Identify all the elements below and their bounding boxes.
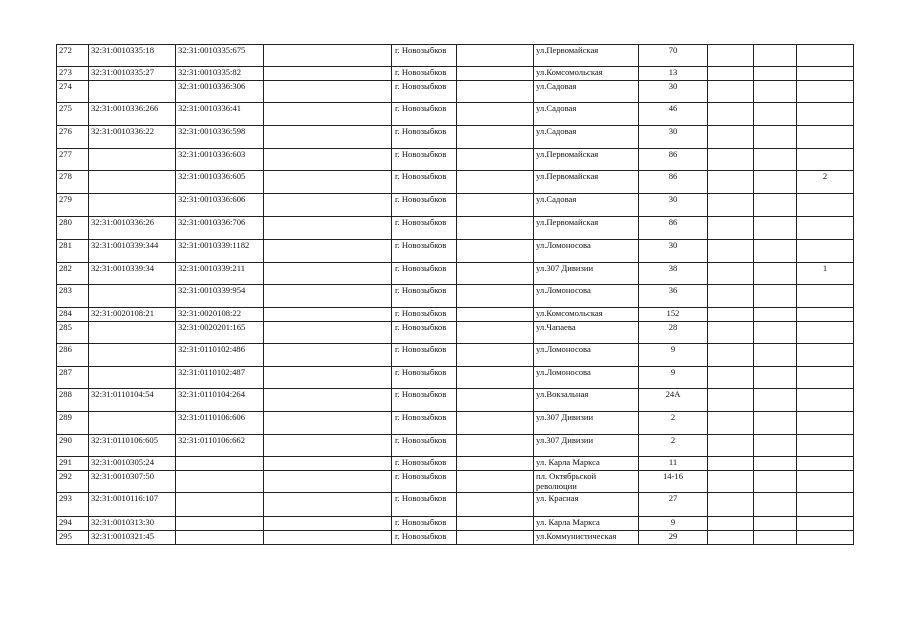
empty-cell — [754, 367, 797, 389]
empty-cell — [754, 493, 797, 517]
empty-cell — [457, 493, 534, 517]
empty-cell — [708, 435, 754, 457]
row-number-cell: 280 — [57, 217, 89, 240]
count-cell — [797, 285, 854, 308]
empty-cell — [457, 367, 534, 389]
row-number-cell: 284 — [57, 308, 89, 322]
city-cell: г. Новозыбков — [392, 435, 457, 457]
cadastral-number-cell: 32:31:0010336:22 — [89, 126, 176, 149]
table-row — [57, 81, 854, 103]
street-cell: ул.Коммунистическая — [534, 531, 639, 545]
empty-cell — [708, 240, 754, 263]
empty-cell — [708, 412, 754, 435]
empty-cell — [708, 471, 754, 493]
row-number-cell: 273 — [57, 67, 89, 81]
house-number-cell: 11 — [639, 457, 708, 471]
row-number-cell: 279 — [57, 194, 89, 217]
empty-cell — [264, 493, 392, 517]
empty-cell — [754, 126, 797, 149]
count-cell — [797, 517, 854, 531]
cadastral-number-cell: 32:31:0010336:266 — [89, 103, 176, 126]
empty-cell — [264, 367, 392, 389]
object-cadastral-cell: 32:31:0010336:41 — [176, 103, 264, 126]
cadastral-number-cell — [89, 412, 176, 435]
street-cell: ул.Комсомольская — [534, 67, 639, 81]
city-cell: г. Новозыбков — [392, 389, 457, 412]
street-cell: ул.307 Дивизии — [534, 435, 639, 457]
count-cell — [797, 103, 854, 126]
cadastral-number-cell: 32:31:0020108:21 — [89, 308, 176, 322]
count-cell — [797, 471, 854, 493]
count-cell — [797, 240, 854, 263]
count-cell: 1 — [797, 263, 854, 285]
object-cadastral-cell: 32:31:0010336:606 — [176, 194, 264, 217]
house-number-cell: 70 — [639, 45, 708, 67]
empty-cell — [264, 344, 392, 367]
object-cadastral-cell: 32:31:0020108:22 — [176, 308, 264, 322]
empty-cell — [457, 389, 534, 412]
house-number-cell: 38 — [639, 263, 708, 285]
object-cadastral-cell: 32:31:0010335:82 — [176, 67, 264, 81]
cadastral-number-cell: 32:31:0010339:34 — [89, 263, 176, 285]
row-number-cell: 285 — [57, 322, 89, 344]
count-cell — [797, 126, 854, 149]
cadastral-number-cell — [89, 81, 176, 103]
table-row — [57, 263, 854, 285]
city-cell: г. Новозыбков — [392, 126, 457, 149]
empty-cell — [264, 389, 392, 412]
empty-cell — [708, 493, 754, 517]
object-cadastral-cell — [176, 531, 264, 545]
object-cadastral-cell: 32:31:0010339:1182 — [176, 240, 264, 263]
row-number-cell: 288 — [57, 389, 89, 412]
row-number-cell: 281 — [57, 240, 89, 263]
empty-cell — [754, 344, 797, 367]
cadastral-number-cell: 32:31:0010307:50 — [89, 471, 176, 493]
city-cell: г. Новозыбков — [392, 471, 457, 493]
object-cadastral-cell: 32:31:0010339:954 — [176, 285, 264, 308]
empty-cell — [264, 322, 392, 344]
city-cell: г. Новозыбков — [392, 103, 457, 126]
city-cell: г. Новозыбков — [392, 367, 457, 389]
street-cell: ул.307 Дивизии — [534, 263, 639, 285]
row-number-cell: 282 — [57, 263, 89, 285]
house-number-cell: 30 — [639, 194, 708, 217]
empty-cell — [264, 435, 392, 457]
empty-cell — [708, 81, 754, 103]
empty-cell — [264, 240, 392, 263]
object-cadastral-cell: 32:31:0110104:264 — [176, 389, 264, 412]
object-cadastral-cell: 32:31:0110106:606 — [176, 412, 264, 435]
count-cell — [797, 412, 854, 435]
empty-cell — [754, 217, 797, 240]
object-cadastral-cell: 32:31:0010336:306 — [176, 81, 264, 103]
count-cell — [797, 531, 854, 545]
empty-cell — [264, 149, 392, 171]
city-cell: г. Новозыбков — [392, 412, 457, 435]
empty-cell — [754, 240, 797, 263]
empty-cell — [708, 217, 754, 240]
house-number-cell: 9 — [639, 367, 708, 389]
city-cell: г. Новозыбков — [392, 322, 457, 344]
empty-cell — [708, 45, 754, 67]
city-cell: г. Новозыбков — [392, 344, 457, 367]
house-number-cell: 2 — [639, 412, 708, 435]
city-cell: г. Новозыбков — [392, 194, 457, 217]
empty-cell — [457, 263, 534, 285]
empty-cell — [457, 240, 534, 263]
table-row — [57, 471, 854, 493]
street-cell: ул. Карла Маркса — [534, 517, 639, 531]
empty-cell — [754, 457, 797, 471]
empty-cell — [708, 126, 754, 149]
empty-cell — [457, 217, 534, 240]
house-number-cell: 30 — [639, 81, 708, 103]
count-cell — [797, 308, 854, 322]
object-cadastral-cell: 32:31:0020201:165 — [176, 322, 264, 344]
house-number-cell: 30 — [639, 126, 708, 149]
empty-cell — [457, 412, 534, 435]
empty-cell — [457, 67, 534, 81]
empty-cell — [457, 285, 534, 308]
table-row — [57, 171, 854, 194]
empty-cell — [264, 81, 392, 103]
cadastral-number-cell: 32:31:0010335:18 — [89, 45, 176, 67]
count-cell — [797, 322, 854, 344]
empty-cell — [708, 103, 754, 126]
street-cell: ул.Первомайская — [534, 45, 639, 67]
count-cell — [797, 389, 854, 412]
house-number-cell: 86 — [639, 171, 708, 194]
cadastral-number-cell: 32:31:0010116:107 — [89, 493, 176, 517]
street-cell: ул.Первомайская — [534, 171, 639, 194]
city-cell: г. Новозыбков — [392, 263, 457, 285]
city-cell: г. Новозыбков — [392, 457, 457, 471]
empty-cell — [457, 126, 534, 149]
count-cell — [797, 45, 854, 67]
empty-cell — [264, 412, 392, 435]
row-number-cell: 283 — [57, 285, 89, 308]
house-number-cell: 152 — [639, 308, 708, 322]
object-cadastral-cell: 32:31:0010335:675 — [176, 45, 264, 67]
street-cell: ул.Первомайская — [534, 149, 639, 171]
street-cell: ул.Чапаева — [534, 322, 639, 344]
street-cell: ул. Карла Маркса — [534, 457, 639, 471]
row-number-cell: 276 — [57, 126, 89, 149]
empty-cell — [457, 517, 534, 531]
count-cell — [797, 457, 854, 471]
object-cadastral-cell — [176, 493, 264, 517]
street-cell: ул.Вокзальная — [534, 389, 639, 412]
count-cell — [797, 149, 854, 171]
table-row — [57, 412, 854, 435]
empty-cell — [264, 531, 392, 545]
empty-cell — [708, 263, 754, 285]
house-number-cell: 86 — [639, 149, 708, 171]
empty-cell — [457, 81, 534, 103]
count-cell — [797, 493, 854, 517]
city-cell: г. Новозыбков — [392, 517, 457, 531]
object-cadastral-cell: 32:31:0010336:603 — [176, 149, 264, 171]
street-cell: ул.Первомайская — [534, 217, 639, 240]
empty-cell — [264, 67, 392, 81]
house-number-cell: 36 — [639, 285, 708, 308]
table-row — [57, 67, 854, 81]
house-number-cell: 29 — [639, 531, 708, 545]
table-row — [57, 435, 854, 457]
house-number-cell: 46 — [639, 103, 708, 126]
table-row — [57, 367, 854, 389]
empty-cell — [754, 263, 797, 285]
count-cell — [797, 367, 854, 389]
empty-cell — [708, 457, 754, 471]
house-number-cell: 2 — [639, 435, 708, 457]
empty-cell — [457, 308, 534, 322]
table-row — [57, 45, 854, 67]
count-cell: 2 — [797, 171, 854, 194]
city-cell: г. Новозыбков — [392, 81, 457, 103]
cadastral-number-cell — [89, 285, 176, 308]
row-number-cell: 295 — [57, 531, 89, 545]
city-cell: г. Новозыбков — [392, 67, 457, 81]
street-cell: ул.Ломоносова — [534, 344, 639, 367]
registry-table — [56, 44, 854, 545]
empty-cell — [457, 457, 534, 471]
row-number-cell: 278 — [57, 171, 89, 194]
city-cell: г. Новозыбков — [392, 493, 457, 517]
empty-cell — [754, 171, 797, 194]
cadastral-number-cell: 32:31:0010305:24 — [89, 457, 176, 471]
row-number-cell: 277 — [57, 149, 89, 171]
empty-cell — [264, 285, 392, 308]
cadastral-number-cell — [89, 367, 176, 389]
empty-cell — [708, 171, 754, 194]
empty-cell — [754, 389, 797, 412]
count-cell — [797, 81, 854, 103]
empty-cell — [708, 285, 754, 308]
row-number-cell: 290 — [57, 435, 89, 457]
row-number-cell: 291 — [57, 457, 89, 471]
empty-cell — [264, 217, 392, 240]
empty-cell — [754, 67, 797, 81]
house-number-cell: 24А — [639, 389, 708, 412]
street-cell: ул.Комсомольская — [534, 308, 639, 322]
row-number-cell: 289 — [57, 412, 89, 435]
empty-cell — [457, 531, 534, 545]
row-number-cell: 274 — [57, 81, 89, 103]
table-row — [57, 322, 854, 344]
row-number-cell: 294 — [57, 517, 89, 531]
empty-cell — [264, 308, 392, 322]
cadastral-number-cell — [89, 322, 176, 344]
empty-cell — [457, 435, 534, 457]
object-cadastral-cell — [176, 517, 264, 531]
cadastral-number-cell: 32:31:0010335:27 — [89, 67, 176, 81]
street-cell: ул.Садовая — [534, 81, 639, 103]
table-row — [57, 493, 854, 517]
registry-table-body — [57, 45, 854, 545]
empty-cell — [264, 471, 392, 493]
cadastral-number-cell: 32:31:0010339:344 — [89, 240, 176, 263]
city-cell: г. Новозыбков — [392, 285, 457, 308]
count-cell — [797, 194, 854, 217]
table-row — [57, 517, 854, 531]
empty-cell — [708, 367, 754, 389]
city-cell: г. Новозыбков — [392, 149, 457, 171]
house-number-cell: 9 — [639, 517, 708, 531]
empty-cell — [264, 126, 392, 149]
house-number-cell: 28 — [639, 322, 708, 344]
house-number-cell: 13 — [639, 67, 708, 81]
cadastral-number-cell: 32:31:0010313:30 — [89, 517, 176, 531]
empty-cell — [457, 194, 534, 217]
house-number-cell: 86 — [639, 217, 708, 240]
table-row — [57, 389, 854, 412]
street-cell: пл. Октябрьской революции — [534, 471, 639, 493]
row-number-cell: 292 — [57, 471, 89, 493]
object-cadastral-cell: 32:31:0110106:662 — [176, 435, 264, 457]
city-cell: г. Новозыбков — [392, 531, 457, 545]
table-row — [57, 457, 854, 471]
empty-cell — [457, 344, 534, 367]
empty-cell — [457, 45, 534, 67]
empty-cell — [754, 322, 797, 344]
house-number-cell: 27 — [639, 493, 708, 517]
table-row — [57, 149, 854, 171]
object-cadastral-cell — [176, 457, 264, 471]
empty-cell — [708, 149, 754, 171]
table-row — [57, 217, 854, 240]
empty-cell — [754, 308, 797, 322]
empty-cell — [754, 285, 797, 308]
city-cell: г. Новозыбков — [392, 240, 457, 263]
cadastral-number-cell: 32:31:0010336:26 — [89, 217, 176, 240]
object-cadastral-cell — [176, 471, 264, 493]
object-cadastral-cell: 32:31:0010336:706 — [176, 217, 264, 240]
empty-cell — [457, 103, 534, 126]
empty-cell — [457, 149, 534, 171]
empty-cell — [754, 45, 797, 67]
empty-cell — [754, 471, 797, 493]
cadastral-number-cell: 32:31:0110106:605 — [89, 435, 176, 457]
empty-cell — [754, 81, 797, 103]
count-cell — [797, 435, 854, 457]
empty-cell — [708, 194, 754, 217]
empty-cell — [754, 435, 797, 457]
empty-cell — [708, 67, 754, 81]
empty-cell — [754, 194, 797, 217]
empty-cell — [457, 322, 534, 344]
empty-cell — [264, 263, 392, 285]
street-cell: ул.Садовая — [534, 126, 639, 149]
table-row — [57, 308, 854, 322]
row-number-cell: 287 — [57, 367, 89, 389]
row-number-cell: 272 — [57, 45, 89, 67]
empty-cell — [264, 171, 392, 194]
cadastral-number-cell — [89, 344, 176, 367]
row-number-cell: 275 — [57, 103, 89, 126]
row-number-cell: 293 — [57, 493, 89, 517]
street-cell: ул.307 Дивизии — [534, 412, 639, 435]
empty-cell — [264, 103, 392, 126]
table-row — [57, 344, 854, 367]
empty-cell — [264, 457, 392, 471]
city-cell: г. Новозыбков — [392, 45, 457, 67]
cadastral-number-cell — [89, 171, 176, 194]
table-row — [57, 240, 854, 263]
street-cell: ул.Садовая — [534, 103, 639, 126]
empty-cell — [264, 194, 392, 217]
table-row — [57, 103, 854, 126]
object-cadastral-cell: 32:31:0010336:605 — [176, 171, 264, 194]
empty-cell — [754, 531, 797, 545]
city-cell: г. Новозыбков — [392, 171, 457, 194]
cadastral-number-cell — [89, 194, 176, 217]
count-cell — [797, 67, 854, 81]
house-number-cell: 30 — [639, 240, 708, 263]
empty-cell — [708, 322, 754, 344]
street-cell: ул.Ломоносова — [534, 367, 639, 389]
object-cadastral-cell: 32:31:0010336:598 — [176, 126, 264, 149]
empty-cell — [264, 517, 392, 531]
city-cell: г. Новозыбков — [392, 308, 457, 322]
empty-cell — [754, 517, 797, 531]
empty-cell — [708, 531, 754, 545]
city-cell: г. Новозыбков — [392, 217, 457, 240]
empty-cell — [708, 344, 754, 367]
count-cell — [797, 344, 854, 367]
object-cadastral-cell: 32:31:0110102:486 — [176, 344, 264, 367]
street-cell: ул.Ломоносова — [534, 240, 639, 263]
cadastral-number-cell — [89, 149, 176, 171]
empty-cell — [457, 471, 534, 493]
row-number-cell: 286 — [57, 344, 89, 367]
table-row — [57, 285, 854, 308]
empty-cell — [457, 171, 534, 194]
empty-cell — [754, 149, 797, 171]
cadastral-number-cell: 32:31:0010321:45 — [89, 531, 176, 545]
street-cell: ул.Ломоносова — [534, 285, 639, 308]
empty-cell — [754, 103, 797, 126]
empty-cell — [708, 389, 754, 412]
house-number-cell: 9 — [639, 344, 708, 367]
object-cadastral-cell: 32:31:0110102:487 — [176, 367, 264, 389]
house-number-cell: 14-16 — [639, 471, 708, 493]
street-cell: ул. Красная — [534, 493, 639, 517]
cadastral-number-cell: 32:31:0110104:54 — [89, 389, 176, 412]
count-cell — [797, 217, 854, 240]
empty-cell — [708, 517, 754, 531]
empty-cell — [708, 308, 754, 322]
street-cell: ул.Садовая — [534, 194, 639, 217]
empty-cell — [754, 412, 797, 435]
table-row — [57, 126, 854, 149]
empty-cell — [264, 45, 392, 67]
object-cadastral-cell: 32:31:0010339:211 — [176, 263, 264, 285]
table-row — [57, 194, 854, 217]
table-row — [57, 531, 854, 545]
